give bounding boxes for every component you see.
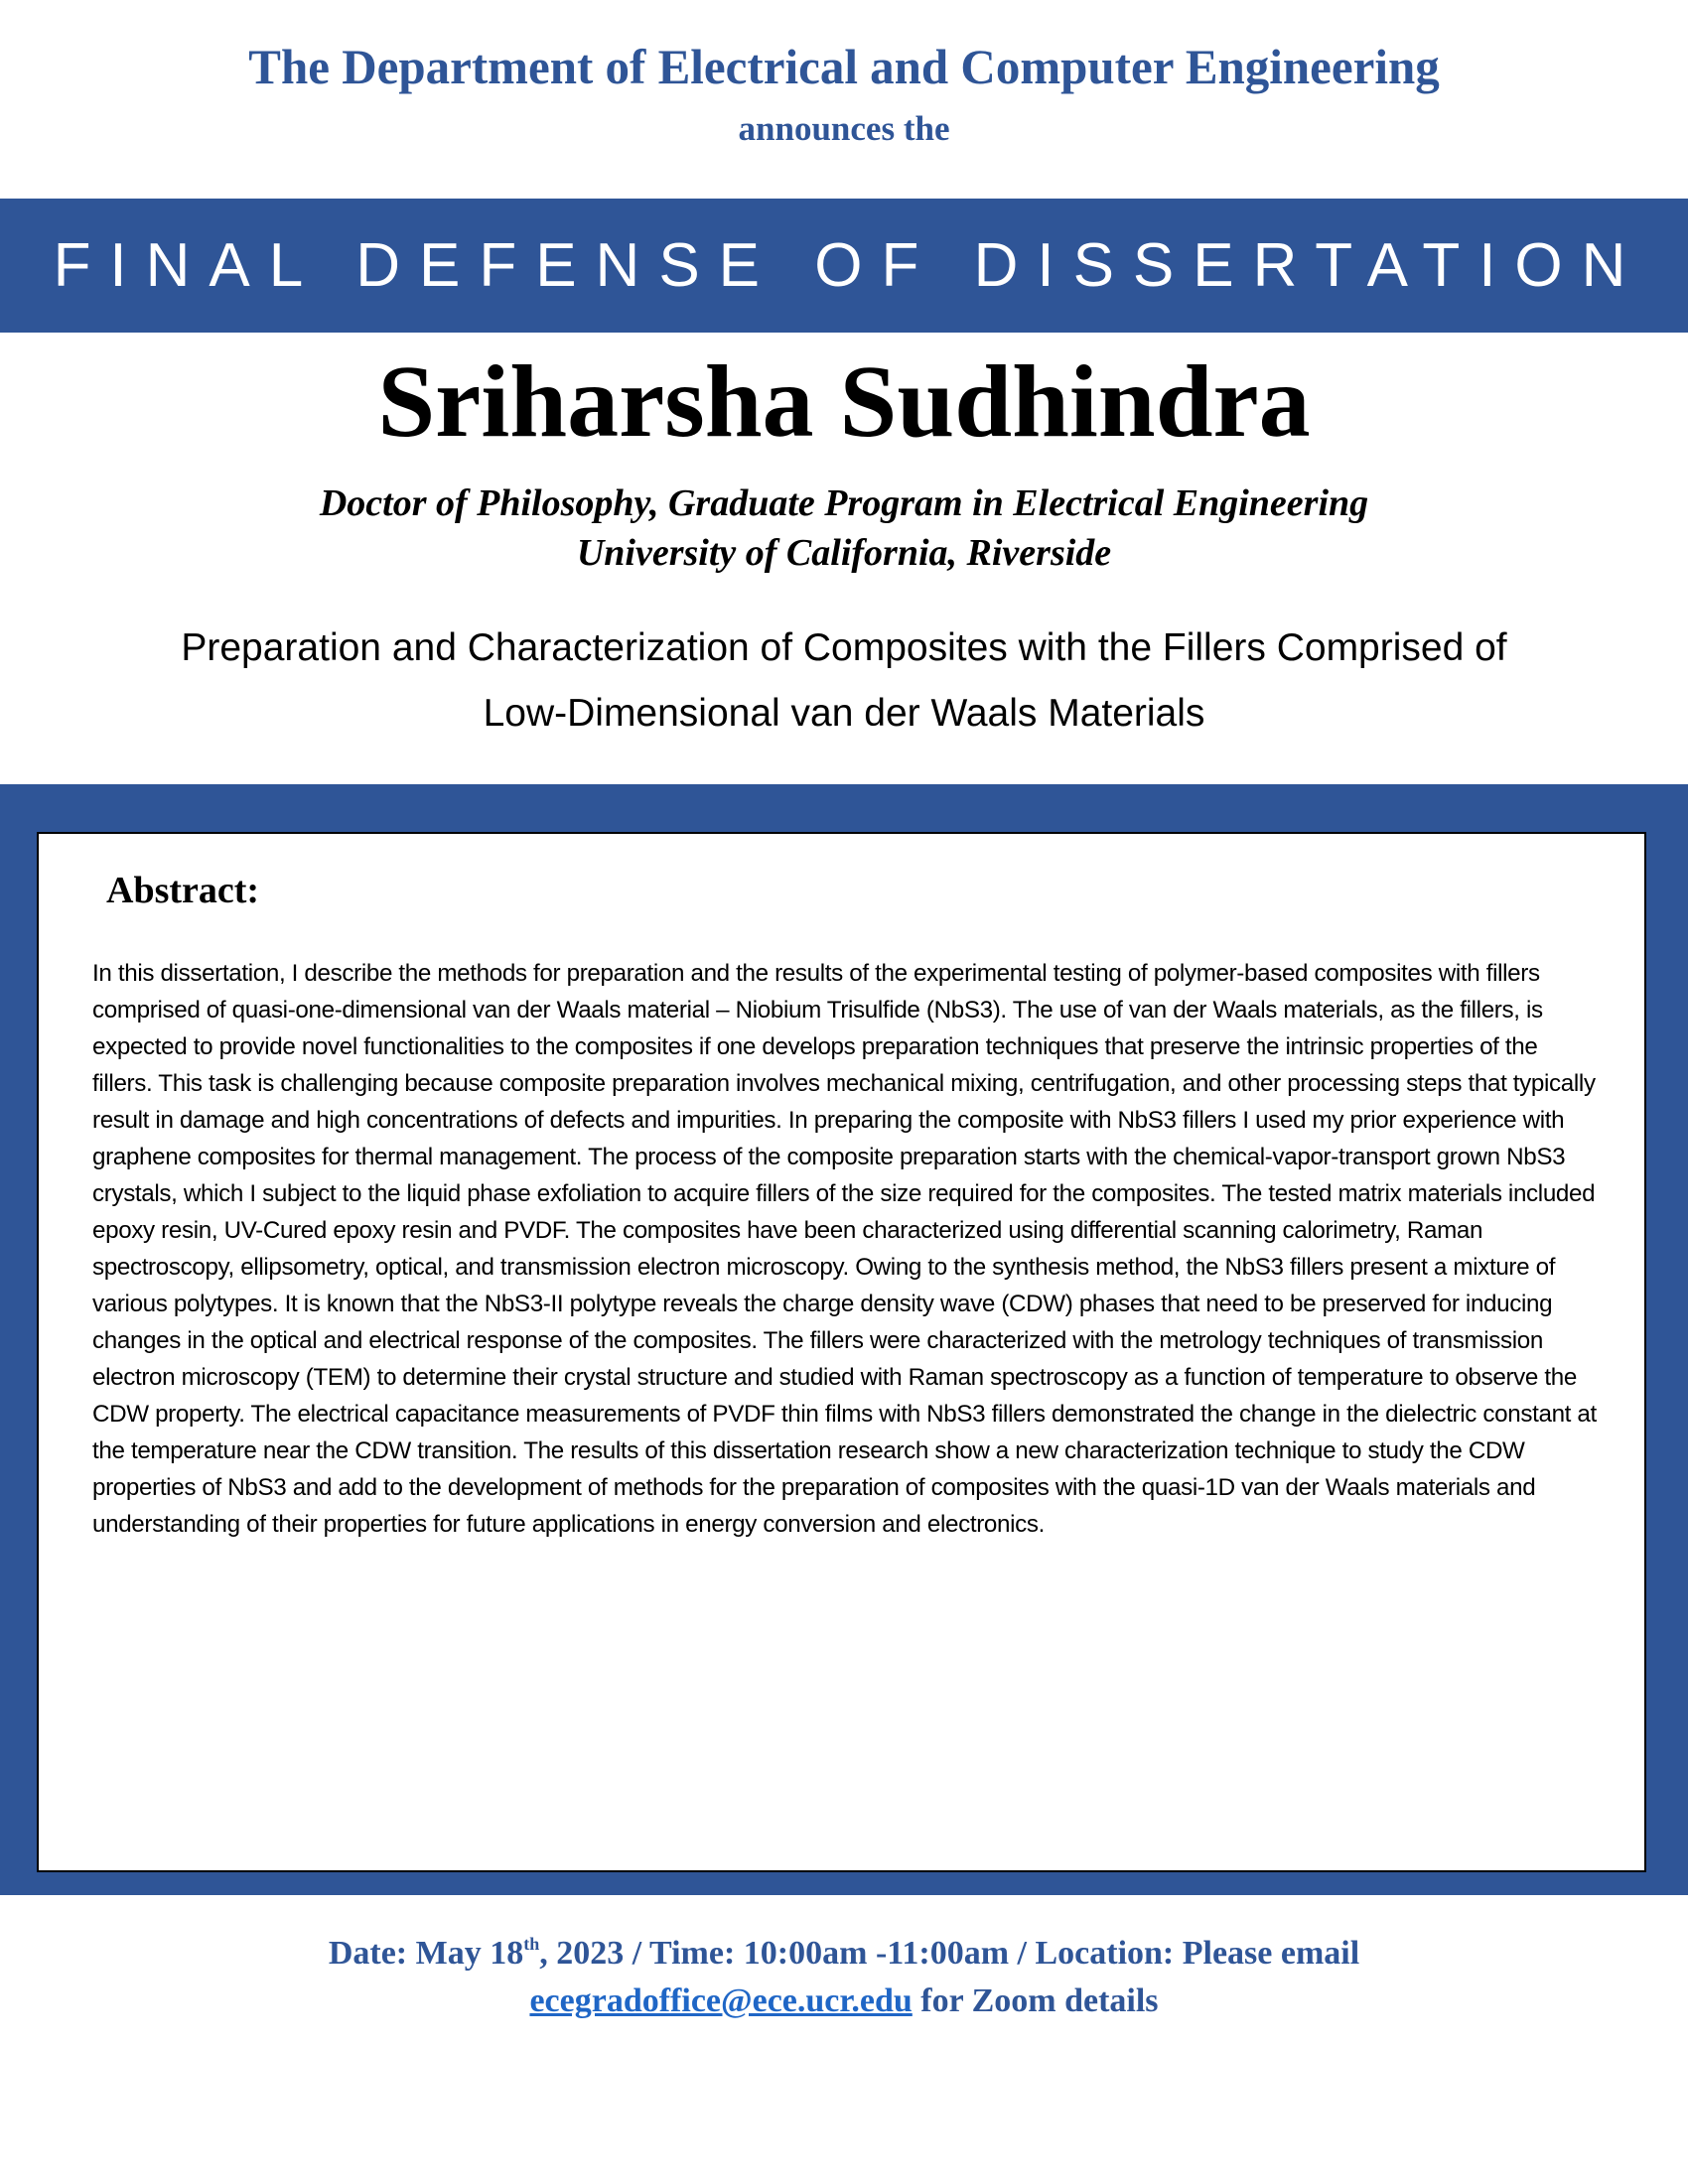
abstract-box bbox=[37, 832, 1646, 1872]
announces-subheading: announces the bbox=[738, 109, 950, 148]
dissertation-title-line-2: Low-Dimensional van der Waals Materials bbox=[483, 692, 1205, 735]
university: University of California, Riverside bbox=[576, 532, 1112, 574]
degree-program: Doctor of Philosophy, Graduate Program in Electrical Engineering bbox=[319, 482, 1369, 524]
zoom-details-text: for Zoom details bbox=[912, 1982, 1159, 2019]
dissertation-title-line-1: Preparation and Characterization of Composites with the Fillers Comprised of bbox=[181, 626, 1507, 669]
event-date-prefix: Date: May 18 bbox=[328, 1935, 524, 1972]
email-link[interactable]: ecegradoffice@ece.ucr.edu bbox=[529, 1982, 913, 2019]
degree-block bbox=[0, 478, 1688, 578]
banner-title: FINAL DEFENSE OF DISSERTATION bbox=[53, 231, 1645, 300]
event-date-ordinal: th bbox=[523, 1934, 540, 1954]
department-heading: The Department of Electrical and Computer Engineering bbox=[248, 39, 1440, 94]
event-details bbox=[0, 1930, 1688, 1978]
abstract-text: In this dissertation, I describe the methods for preparation and the results of the experimental testing of polymer-based composites with fillers comprised of quasi-one-dimensional van der Waals material – Niobium Trisulfide (NbS3). The use of van der Waals materials, as the fillers, is expected to provide novel functionalities to the composites if one develops preparation techniques that preserve the intrinsic properties of the fillers. This task is challenging because composite preparation involves mechanical mixing, centrifugation, and other processing steps that typically result in damage and high concentrations of defects and impurities. In preparing the composite with NbS3 fillers I used my prior experience with graphene composites for thermal management. The process of the composite preparation starts with the chemical-vapor-transport grown NbS3 crystals, which I subject to the liquid phase exfoliation to acquire fillers of the size required for the composites. The tested matrix materials included epoxy resin, UV-Cured epoxy resin and PVDF. The composites have been characterized using differential scanning calorimetry, Raman spectroscopy, ellipsometry, optical, and transmission electron microscopy. Owing to the synthesis method, the NbS3 fillers present a mixture of various polytypes. It is known that the NbS3-II polytype reveals the charge density wave (CDW) phases that need to be preserved for inducing changes in the optical and electrical response of the composites. The fillers were characterized with the metrology techniques of transmission electron microscopy (TEM) to determine their crystal structure and studied with Raman spectroscopy as a function of temperature to observe the CDW property. The electrical capacitance measurements of PVDF thin films with NbS3 fillers demonstrated the change in the dielectric constant at the temperature near the CDW transition. The results of this dissertation research show a new characterization technique to study the CDW properties of NbS3 and add to the development of methods for the preparation of composites with the quasi-1D van der Waals materials and understanding of their properties for future applications in energy conversion and electronics. bbox=[92, 960, 1597, 1538]
abstract-heading: Abstract: bbox=[106, 870, 260, 911]
title-banner bbox=[0, 199, 1688, 333]
event-contact bbox=[0, 1978, 1688, 2025]
candidate-name: Sriharsha Sudhindra bbox=[377, 344, 1311, 459]
dissertation-title bbox=[0, 615, 1688, 747]
abstract-frame bbox=[0, 784, 1688, 1895]
event-date-time-location: , 2023 / Time: 10:00am -11:00am / Location: Please email bbox=[539, 1935, 1360, 1972]
